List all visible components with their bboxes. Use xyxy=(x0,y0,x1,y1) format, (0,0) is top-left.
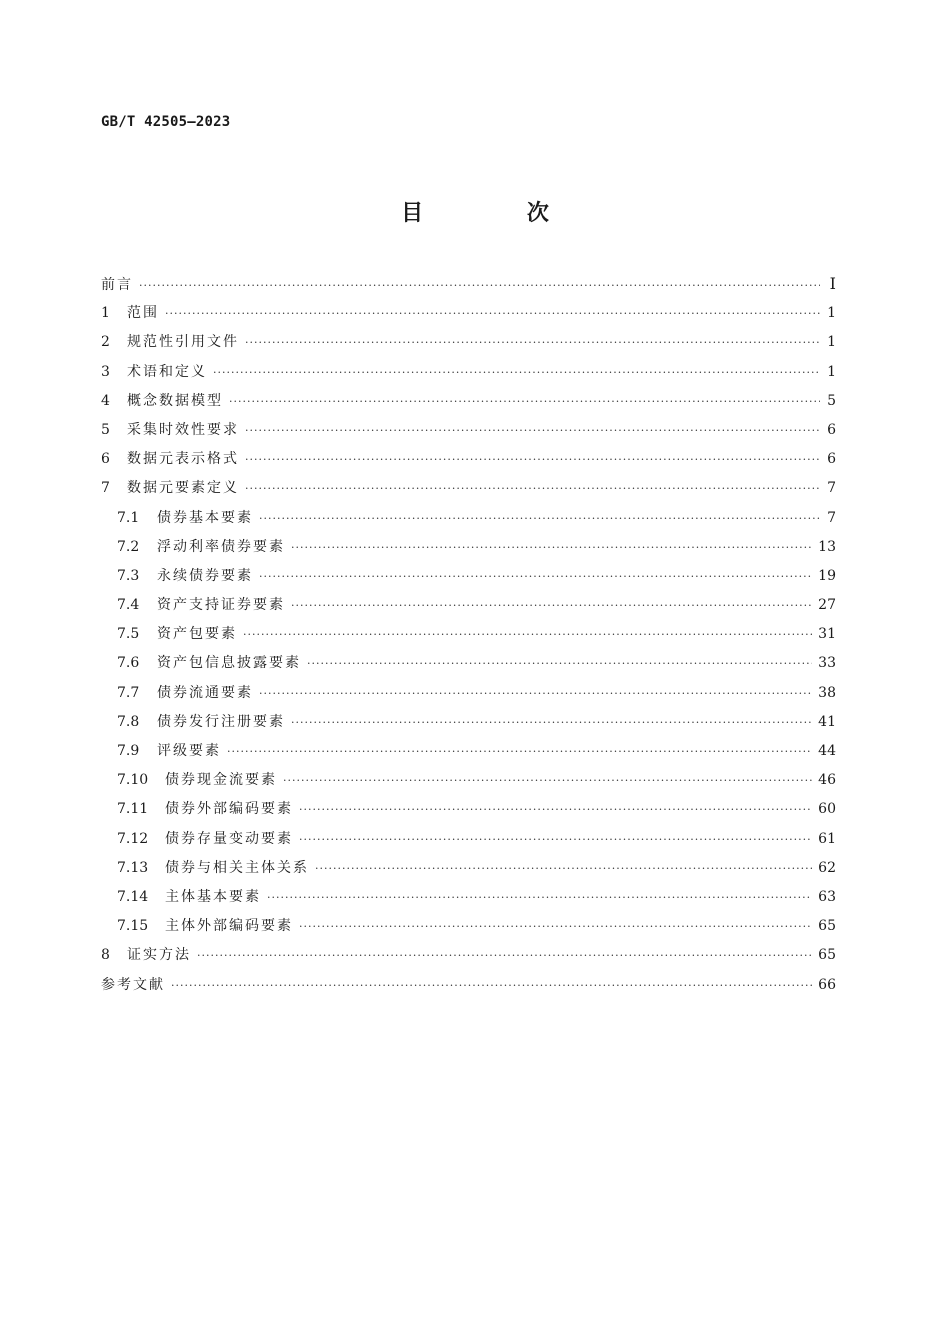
toc-entry[interactable] xyxy=(101,770,836,799)
toc-entry-page: 65 xyxy=(818,918,836,935)
toc-dot-leader xyxy=(291,713,812,733)
toc-entry-label: 数据元要素定义 xyxy=(127,480,239,497)
toc-dot-leader xyxy=(315,859,812,879)
toc-entry-label: 规范性引用文件 xyxy=(127,334,239,351)
toc-entry-number: 4 xyxy=(101,392,110,409)
toc-entry[interactable] xyxy=(101,887,836,916)
toc-entry[interactable] xyxy=(101,537,836,566)
toc-entry-number: 7.15 xyxy=(117,918,149,935)
toc-entry-label: 债券外部编码要素 xyxy=(165,801,293,818)
toc-entry-label: 债券与相关主体关系 xyxy=(165,859,309,876)
toc-entry[interactable] xyxy=(101,975,836,1004)
toc-dot-leader xyxy=(213,363,820,383)
toc-entry-number: 6 xyxy=(101,451,110,468)
toc-dot-leader xyxy=(259,509,820,529)
toc-entry-page: 63 xyxy=(818,888,836,905)
toc-entry-page: 66 xyxy=(818,976,836,993)
toc-entry-number: 7.12 xyxy=(117,830,149,847)
toc-dot-leader xyxy=(245,479,820,499)
toc-entry-label: 主体外部编码要素 xyxy=(165,918,293,935)
toc-dot-leader xyxy=(259,567,812,587)
toc-entry-page: 65 xyxy=(818,947,836,964)
toc-dot-leader xyxy=(165,304,820,324)
toc-entry-number: 7.6 xyxy=(117,655,140,672)
toc-dot-leader xyxy=(283,771,812,791)
toc-entry[interactable] xyxy=(101,712,836,741)
toc-entry[interactable] xyxy=(101,829,836,858)
toc-dot-leader xyxy=(267,888,812,908)
toc-entry-page: 60 xyxy=(818,801,836,818)
toc-entry[interactable] xyxy=(101,945,836,974)
toc-entry-number: 7.13 xyxy=(117,859,149,876)
toc-dot-leader xyxy=(139,276,820,296)
toc-dot-leader xyxy=(299,917,812,937)
toc-entry-number: 7.2 xyxy=(117,538,140,555)
toc-entry[interactable] xyxy=(101,624,836,653)
toc-entry[interactable] xyxy=(101,858,836,887)
toc-entry-label: 永续债券要素 xyxy=(157,567,253,584)
toc-entry-label: 债券存量变动要素 xyxy=(165,830,293,847)
toc-entry-page: 46 xyxy=(818,772,836,789)
toc-dot-leader xyxy=(245,333,820,353)
toc-entry-page: 41 xyxy=(818,713,836,730)
table-of-contents xyxy=(101,274,836,1004)
toc-entry-label: 债券现金流要素 xyxy=(165,772,277,789)
toc-entry-label: 评级要素 xyxy=(157,743,221,759)
toc-entry[interactable] xyxy=(101,683,836,712)
toc-entry[interactable] xyxy=(101,916,836,945)
toc-entry-number: 5 xyxy=(101,421,110,438)
toc-entry-label: 参考文献 xyxy=(101,976,165,993)
toc-entry[interactable] xyxy=(101,391,836,420)
toc-entry[interactable] xyxy=(101,653,836,682)
toc-entry-number: 7.3 xyxy=(117,567,140,584)
toc-dot-leader xyxy=(307,654,812,674)
toc-entry-label: 债券发行注册要素 xyxy=(157,713,285,730)
toc-dot-leader xyxy=(197,946,812,966)
toc-entry-page: 38 xyxy=(818,684,836,701)
toc-entry-label: 数据元表示格式 xyxy=(127,451,239,468)
toc-dot-leader xyxy=(259,684,812,704)
toc-entry-page: 7 xyxy=(827,509,836,526)
toc-entry-number: 7.8 xyxy=(117,713,140,730)
toc-entry-number: 3 xyxy=(101,363,110,380)
toc-entry-page: Ⅰ xyxy=(829,274,836,293)
toc-entry-number: 7.1 xyxy=(117,509,140,526)
toc-entry-label: 前言 xyxy=(101,277,133,293)
toc-entry-number: 7.7 xyxy=(117,684,140,701)
toc-entry-page: 62 xyxy=(818,859,836,876)
toc-entry-number: 7.14 xyxy=(117,888,149,905)
toc-entry-label: 术语和定义 xyxy=(127,363,207,380)
toc-entry-page: 27 xyxy=(818,597,836,614)
toc-entry-page: 13 xyxy=(818,538,836,555)
toc-dot-leader xyxy=(299,800,812,820)
toc-entry-page: 7 xyxy=(827,480,836,497)
toc-entry-label: 债券基本要素 xyxy=(157,509,253,526)
toc-entry[interactable] xyxy=(101,741,836,770)
toc-entry[interactable] xyxy=(101,508,836,537)
toc-entry-page: 61 xyxy=(818,830,836,847)
toc-dot-leader xyxy=(171,976,812,996)
toc-entry-number: 2 xyxy=(101,334,110,351)
toc-entry-number: 8 xyxy=(101,947,110,964)
toc-entry-number: 1 xyxy=(101,305,110,322)
toc-entry-label: 资产支持证券要素 xyxy=(157,597,285,614)
toc-entry[interactable] xyxy=(101,332,836,361)
toc-entry-number: 7 xyxy=(101,480,110,497)
toc-dot-leader xyxy=(243,625,812,645)
toc-entry-label: 采集时效性要求 xyxy=(127,421,239,438)
toc-dot-leader xyxy=(245,450,820,470)
toc-entry-page: 33 xyxy=(818,655,836,672)
toc-entry-number: 7.11 xyxy=(117,801,149,818)
toc-entry-page: 6 xyxy=(827,451,836,468)
toc-entry-number: 7.5 xyxy=(117,626,140,643)
page-title: 目 次 xyxy=(401,201,597,226)
toc-entry-label: 主体基本要素 xyxy=(165,888,261,905)
toc-entry[interactable] xyxy=(101,274,836,303)
toc-dot-leader xyxy=(299,830,812,850)
toc-entry[interactable] xyxy=(101,478,836,507)
toc-entry-number: 7.4 xyxy=(117,597,140,614)
toc-dot-leader xyxy=(229,392,820,412)
toc-entry[interactable] xyxy=(101,799,836,828)
toc-entry-page: 1 xyxy=(827,363,836,380)
toc-entry-page: 6 xyxy=(827,421,836,438)
standard-code: GB/T 42505—2023 xyxy=(101,114,231,130)
toc-entry-page: 19 xyxy=(818,567,836,584)
toc-entry[interactable] xyxy=(101,595,836,624)
toc-dot-leader xyxy=(291,538,812,558)
toc-entry[interactable] xyxy=(101,420,836,449)
toc-dot-leader xyxy=(227,742,812,762)
toc-entry-number: 7.10 xyxy=(117,772,149,789)
toc-entry-label: 债券流通要素 xyxy=(157,684,253,701)
toc-entry-label: 证实方法 xyxy=(127,947,191,964)
toc-entry-label: 资产包要素 xyxy=(157,626,237,643)
toc-entry-page: 1 xyxy=(827,334,836,351)
toc-entry-label: 浮动利率债券要素 xyxy=(157,538,285,555)
toc-entry-page: 31 xyxy=(818,626,836,643)
toc-dot-leader xyxy=(245,421,820,441)
toc-entry-page: 44 xyxy=(818,743,836,759)
toc-entry[interactable] xyxy=(101,566,836,595)
toc-entry-page: 5 xyxy=(827,392,836,409)
toc-entry[interactable] xyxy=(101,303,836,332)
toc-entry-label: 概念数据模型 xyxy=(127,392,223,409)
toc-entry-label: 资产包信息披露要素 xyxy=(157,655,301,672)
toc-entry-number: 7.9 xyxy=(117,743,140,759)
toc-dot-leader xyxy=(291,596,812,616)
toc-entry[interactable] xyxy=(101,362,836,391)
toc-entry[interactable] xyxy=(101,449,836,478)
toc-entry-label: 范围 xyxy=(127,305,159,322)
toc-entry-page: 1 xyxy=(827,305,836,322)
